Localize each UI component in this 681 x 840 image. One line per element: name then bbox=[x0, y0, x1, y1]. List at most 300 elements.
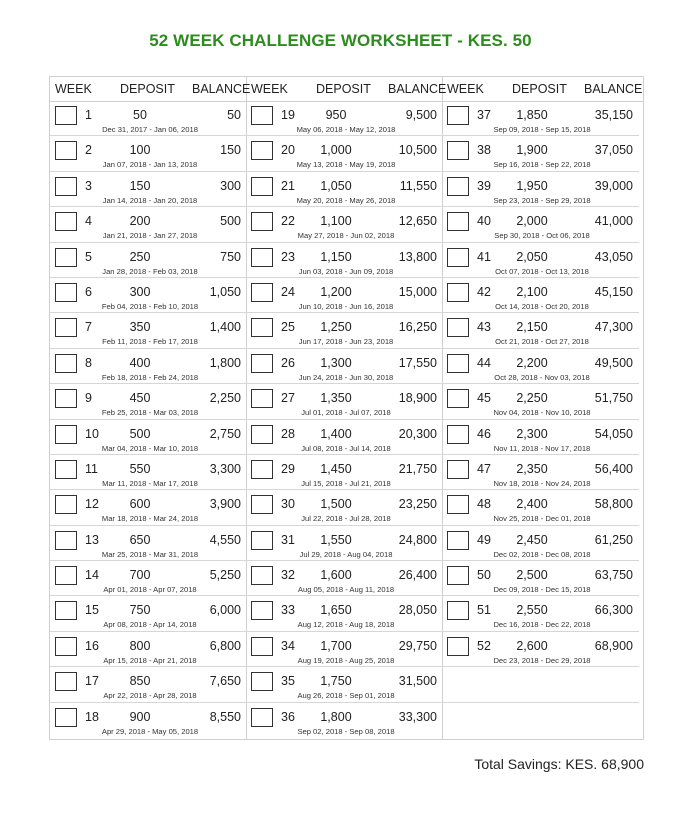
deposit-amount: 2,200 bbox=[516, 355, 548, 370]
balance-amount: 47,300 bbox=[594, 320, 633, 335]
deposit-amount: 1,050 bbox=[320, 178, 352, 193]
week-date-range: Sep 16, 2018 - Sep 22, 2018 bbox=[493, 160, 591, 170]
week-checkbox[interactable] bbox=[251, 601, 273, 620]
week-date-range: Sep 30, 2018 - Oct 06, 2018 bbox=[494, 231, 590, 241]
deposit-amount: 1,600 bbox=[320, 568, 352, 583]
deposit-amount: 1,700 bbox=[320, 638, 352, 653]
week-checkbox[interactable] bbox=[55, 495, 77, 514]
week-checkbox[interactable] bbox=[55, 672, 77, 691]
week-date-range: May 06, 2018 - May 12, 2018 bbox=[296, 125, 396, 134]
balance-amount: 500 bbox=[220, 214, 241, 229]
balance-amount: 54,050 bbox=[594, 426, 633, 441]
balance-amount: 56,400 bbox=[594, 461, 633, 476]
balance-amount: 1,050 bbox=[209, 284, 241, 299]
week-cell bbox=[246, 420, 443, 455]
week-cell bbox=[50, 526, 247, 561]
week-cell bbox=[50, 207, 247, 242]
week-date-range: Jul 08, 2018 - Jul 14, 2018 bbox=[301, 443, 391, 453]
deposit-amount: 950 bbox=[325, 108, 347, 122]
week-number: 33 bbox=[281, 603, 295, 618]
week-checkbox[interactable] bbox=[447, 531, 469, 550]
balance-amount: 4,550 bbox=[209, 532, 241, 547]
balance-amount: 63,750 bbox=[594, 568, 633, 583]
week-number: 48 bbox=[477, 497, 491, 512]
balance-amount: 2,750 bbox=[209, 426, 241, 441]
week-number: 35 bbox=[281, 674, 295, 689]
week-cell bbox=[50, 243, 247, 278]
week-cell bbox=[246, 384, 443, 419]
week-number: 44 bbox=[477, 355, 491, 370]
week-checkbox[interactable] bbox=[447, 566, 469, 585]
week-number: 51 bbox=[477, 603, 491, 618]
week-number: 6 bbox=[85, 284, 92, 299]
week-number: 15 bbox=[85, 603, 99, 618]
deposit-amount: 850 bbox=[129, 674, 151, 689]
week-checkbox[interactable] bbox=[55, 460, 77, 479]
balance-amount: 24,800 bbox=[398, 532, 437, 547]
balance-amount: 68,900 bbox=[594, 638, 633, 653]
week-date-range: Jul 22, 2018 - Jul 28, 2018 bbox=[301, 514, 391, 524]
week-cell bbox=[246, 596, 443, 631]
week-number: 3 bbox=[85, 178, 92, 193]
balance-amount: 15,000 bbox=[398, 284, 437, 299]
week-number: 39 bbox=[477, 178, 491, 193]
week-date-range: Sep 02, 2018 - Sep 08, 2018 bbox=[297, 726, 395, 736]
balance-amount: 28,050 bbox=[398, 603, 437, 618]
balance-amount: 17,550 bbox=[398, 355, 437, 370]
deposit-header: DEPOSIT bbox=[120, 82, 175, 96]
week-number: 10 bbox=[85, 426, 99, 441]
week-cell bbox=[246, 526, 443, 561]
page-title: 52 WEEK CHALLENGE WORKSHEET - KES. 50 bbox=[149, 31, 532, 50]
week-checkbox[interactable] bbox=[251, 531, 273, 550]
week-checkbox[interactable] bbox=[251, 283, 273, 302]
deposit-amount: 1,550 bbox=[320, 532, 352, 547]
balance-amount: 1,400 bbox=[209, 320, 241, 335]
week-cell bbox=[50, 349, 247, 384]
week-checkbox[interactable] bbox=[251, 495, 273, 514]
week-number: 14 bbox=[85, 568, 99, 583]
week-date-range: Apr 01, 2018 - Apr 07, 2018 bbox=[103, 585, 197, 595]
balance-amount: 29,750 bbox=[398, 638, 437, 653]
week-number: 30 bbox=[281, 497, 295, 512]
week-date-range: Apr 22, 2018 - Apr 28, 2018 bbox=[103, 691, 197, 701]
week-date-range: Sep 23, 2018 - Sep 29, 2018 bbox=[493, 195, 591, 205]
week-cell bbox=[442, 313, 639, 348]
balance-amount: 43,050 bbox=[594, 249, 633, 264]
week-cell bbox=[50, 313, 247, 348]
week-number: 26 bbox=[281, 355, 295, 370]
week-checkbox[interactable] bbox=[447, 212, 469, 231]
week-date-range: Feb 18, 2018 - Feb 24, 2018 bbox=[101, 372, 199, 382]
week-number: 13 bbox=[85, 532, 99, 547]
week-cell bbox=[246, 561, 443, 596]
week-checkbox[interactable] bbox=[251, 106, 273, 125]
deposit-amount: 550 bbox=[129, 461, 151, 476]
deposit-amount: 1,850 bbox=[516, 108, 548, 122]
week-checkbox[interactable] bbox=[251, 389, 273, 408]
week-cell bbox=[442, 490, 639, 525]
week-date-range: Apr 15, 2018 - Apr 21, 2018 bbox=[103, 655, 197, 665]
balance-amount: 300 bbox=[220, 178, 241, 193]
balance-amount: 9,500 bbox=[405, 108, 437, 122]
week-checkbox[interactable] bbox=[55, 601, 77, 620]
deposit-amount: 350 bbox=[129, 320, 151, 335]
deposit-amount: 450 bbox=[129, 391, 151, 406]
week-cell bbox=[442, 596, 639, 631]
week-checkbox[interactable] bbox=[447, 354, 469, 373]
week-number: 7 bbox=[85, 320, 92, 335]
week-number: 47 bbox=[477, 461, 491, 476]
week-cell bbox=[50, 101, 247, 136]
week-date-range: Mar 18, 2018 - Mar 24, 2018 bbox=[101, 514, 199, 524]
deposit-amount: 2,100 bbox=[516, 284, 548, 299]
balance-amount: 37,050 bbox=[594, 143, 633, 158]
deposit-amount: 1,900 bbox=[516, 143, 548, 158]
deposit-amount: 600 bbox=[129, 497, 151, 512]
deposit-amount: 2,000 bbox=[516, 214, 548, 229]
week-number: 45 bbox=[477, 391, 491, 406]
deposit-amount: 150 bbox=[129, 178, 151, 193]
week-number: 29 bbox=[281, 461, 295, 476]
week-cell bbox=[442, 526, 639, 561]
deposit-amount: 750 bbox=[129, 603, 151, 618]
week-checkbox[interactable] bbox=[251, 354, 273, 373]
week-checkbox[interactable] bbox=[251, 708, 273, 727]
deposit-amount: 800 bbox=[129, 638, 151, 653]
week-number: 25 bbox=[281, 320, 295, 335]
week-number: 46 bbox=[477, 426, 491, 441]
week-number: 36 bbox=[281, 709, 295, 724]
deposit-amount: 400 bbox=[129, 355, 151, 370]
balance-amount: 16,250 bbox=[398, 320, 437, 335]
week-number: 1 bbox=[85, 108, 92, 122]
deposit-amount: 300 bbox=[129, 284, 151, 299]
balance-amount: 35,150 bbox=[594, 108, 633, 122]
week-date-range: Feb 11, 2018 - Feb 17, 2018 bbox=[102, 337, 198, 347]
deposit-amount: 2,550 bbox=[516, 603, 548, 618]
balance-amount: 66,300 bbox=[594, 603, 633, 618]
week-checkbox[interactable] bbox=[55, 389, 77, 408]
week-date-range: Jan 07, 2018 - Jan 13, 2018 bbox=[102, 160, 198, 170]
week-number: 37 bbox=[477, 108, 491, 122]
balance-amount: 41,000 bbox=[594, 214, 633, 229]
week-date-range: Feb 04, 2018 - Feb 10, 2018 bbox=[101, 301, 199, 311]
week-date-range: Sep 09, 2018 - Sep 15, 2018 bbox=[493, 125, 591, 134]
balance-amount: 58,800 bbox=[594, 497, 633, 512]
week-date-range: Dec 31, 2017 - Jan 06, 2018 bbox=[102, 125, 198, 134]
week-checkbox[interactable] bbox=[447, 601, 469, 620]
week-checkbox[interactable] bbox=[55, 531, 77, 550]
deposit-amount: 1,250 bbox=[320, 320, 352, 335]
deposit-amount: 2,350 bbox=[516, 461, 548, 476]
week-number: 41 bbox=[477, 249, 491, 264]
balance-amount: 6,800 bbox=[209, 638, 241, 653]
week-checkbox[interactable] bbox=[447, 318, 469, 337]
week-number: 20 bbox=[281, 143, 295, 158]
deposit-amount: 1,650 bbox=[320, 603, 352, 618]
week-cell bbox=[442, 455, 639, 490]
week-checkbox[interactable] bbox=[55, 566, 77, 585]
week-number: 12 bbox=[85, 497, 99, 512]
week-number: 17 bbox=[85, 674, 99, 689]
week-checkbox[interactable] bbox=[251, 425, 273, 444]
deposit-amount: 1,350 bbox=[320, 391, 352, 406]
week-number: 9 bbox=[85, 391, 92, 406]
week-number: 4 bbox=[85, 214, 92, 229]
week-date-range: Dec 02, 2018 - Dec 08, 2018 bbox=[493, 549, 591, 559]
week-date-range: Dec 23, 2018 - Dec 29, 2018 bbox=[493, 655, 591, 665]
deposit-amount: 1,150 bbox=[320, 249, 352, 264]
deposit-header: DEPOSIT bbox=[512, 82, 567, 96]
deposit-amount: 200 bbox=[129, 214, 151, 229]
week-number: 5 bbox=[85, 249, 92, 264]
week-checkbox[interactable] bbox=[55, 283, 77, 302]
week-cell bbox=[50, 136, 247, 171]
balance-amount: 6,000 bbox=[209, 603, 241, 618]
week-cell bbox=[50, 490, 247, 525]
total-savings: Total Savings: KES. 68,900 bbox=[474, 756, 644, 772]
week-date-range: Aug 05, 2018 - Aug 11, 2018 bbox=[297, 585, 395, 595]
week-number: 32 bbox=[281, 568, 295, 583]
week-cell bbox=[50, 632, 247, 667]
balance-amount: 18,900 bbox=[398, 391, 437, 406]
worksheet-table bbox=[49, 76, 644, 740]
column-header bbox=[246, 77, 447, 101]
week-checkbox[interactable] bbox=[251, 248, 273, 267]
week-date-range: Jan 28, 2018 - Feb 03, 2018 bbox=[102, 266, 198, 276]
week-date-range: Nov 11, 2018 - Nov 17, 2018 bbox=[493, 443, 591, 453]
balance-header: BALANCE bbox=[192, 82, 251, 96]
balance-amount: 13,800 bbox=[398, 249, 437, 264]
balance-amount: 3,900 bbox=[209, 497, 241, 512]
empty-cell bbox=[442, 667, 639, 702]
deposit-amount: 900 bbox=[129, 709, 151, 724]
week-checkbox[interactable] bbox=[447, 248, 469, 267]
balance-amount: 7,650 bbox=[209, 674, 241, 689]
week-date-range: Jun 10, 2018 - Jun 16, 2018 bbox=[298, 301, 394, 311]
week-number: 23 bbox=[281, 249, 295, 264]
deposit-amount: 1,950 bbox=[516, 178, 548, 193]
deposit-amount: 1,200 bbox=[320, 284, 352, 299]
week-cell bbox=[442, 384, 639, 419]
week-number: 49 bbox=[477, 532, 491, 547]
week-checkbox[interactable] bbox=[55, 106, 77, 125]
week-header: WEEK bbox=[55, 82, 92, 96]
week-checkbox[interactable] bbox=[447, 177, 469, 196]
week-cell bbox=[442, 243, 639, 278]
week-date-range: Mar 25, 2018 - Mar 31, 2018 bbox=[101, 549, 199, 559]
balance-amount: 33,300 bbox=[398, 709, 437, 724]
week-cell bbox=[246, 207, 443, 242]
week-header: WEEK bbox=[251, 82, 288, 96]
week-column-1 bbox=[50, 77, 251, 738]
week-number: 52 bbox=[477, 638, 491, 653]
week-cell bbox=[50, 278, 247, 313]
deposit-amount: 50 bbox=[133, 108, 147, 122]
week-checkbox[interactable] bbox=[447, 283, 469, 302]
empty-cell bbox=[442, 703, 639, 738]
week-date-range: May 27, 2018 - Jun 02, 2018 bbox=[297, 231, 395, 241]
balance-amount: 5,250 bbox=[209, 568, 241, 583]
week-cell bbox=[246, 490, 443, 525]
week-date-range: Jul 01, 2018 - Jul 07, 2018 bbox=[301, 408, 391, 418]
week-number: 22 bbox=[281, 214, 295, 229]
deposit-amount: 650 bbox=[129, 532, 151, 547]
week-date-range: May 20, 2018 - May 26, 2018 bbox=[296, 195, 396, 205]
week-cell bbox=[50, 455, 247, 490]
deposit-amount: 2,250 bbox=[516, 391, 548, 406]
week-date-range: Dec 16, 2018 - Dec 22, 2018 bbox=[493, 620, 591, 630]
week-checkbox[interactable] bbox=[447, 141, 469, 160]
week-checkbox[interactable] bbox=[447, 637, 469, 656]
week-cell bbox=[50, 703, 247, 738]
week-checkbox[interactable] bbox=[251, 460, 273, 479]
week-checkbox[interactable] bbox=[251, 141, 273, 160]
week-cell bbox=[442, 278, 639, 313]
deposit-amount: 1,450 bbox=[320, 461, 352, 476]
deposit-amount: 1,400 bbox=[320, 426, 352, 441]
week-checkbox[interactable] bbox=[55, 177, 77, 196]
week-number: 31 bbox=[281, 532, 295, 547]
column-header bbox=[442, 77, 643, 101]
week-date-range: Oct 07, 2018 - Oct 13, 2018 bbox=[495, 266, 589, 276]
week-date-range: Jul 29, 2018 - Aug 04, 2018 bbox=[299, 549, 393, 559]
week-checkbox[interactable] bbox=[251, 637, 273, 656]
week-checkbox[interactable] bbox=[55, 425, 77, 444]
week-checkbox[interactable] bbox=[55, 354, 77, 373]
balance-amount: 45,150 bbox=[594, 284, 633, 299]
week-cell bbox=[246, 101, 443, 136]
week-cell bbox=[50, 420, 247, 455]
week-number: 11 bbox=[85, 461, 98, 476]
week-checkbox[interactable] bbox=[55, 212, 77, 231]
week-checkbox[interactable] bbox=[447, 495, 469, 514]
balance-amount: 12,650 bbox=[398, 214, 437, 229]
week-date-range: Feb 25, 2018 - Mar 03, 2018 bbox=[101, 408, 199, 418]
week-date-range: Apr 29, 2018 - May 05, 2018 bbox=[101, 726, 199, 736]
week-checkbox[interactable] bbox=[55, 708, 77, 727]
week-cell bbox=[246, 278, 443, 313]
week-date-range: Mar 04, 2018 - Mar 10, 2018 bbox=[101, 443, 199, 453]
week-checkbox[interactable] bbox=[251, 318, 273, 337]
week-column-3 bbox=[442, 77, 643, 738]
week-date-range: Apr 08, 2018 - Apr 14, 2018 bbox=[103, 620, 197, 630]
week-cell bbox=[442, 172, 639, 207]
week-number: 40 bbox=[477, 214, 491, 229]
balance-header: BALANCE bbox=[584, 82, 643, 96]
week-cell bbox=[50, 172, 247, 207]
week-date-range: Oct 14, 2018 - Oct 20, 2018 bbox=[495, 301, 589, 311]
week-checkbox[interactable] bbox=[251, 566, 273, 585]
week-date-range: Aug 26, 2018 - Sep 01, 2018 bbox=[297, 691, 395, 701]
week-date-range: May 13, 2018 - May 19, 2018 bbox=[296, 160, 396, 170]
week-checkbox[interactable] bbox=[447, 460, 469, 479]
week-number: 2 bbox=[85, 143, 92, 158]
week-checkbox[interactable] bbox=[55, 141, 77, 160]
week-checkbox[interactable] bbox=[251, 672, 273, 691]
week-number: 18 bbox=[85, 709, 99, 724]
week-checkbox[interactable] bbox=[447, 106, 469, 125]
deposit-amount: 1,100 bbox=[320, 214, 352, 229]
week-number: 24 bbox=[281, 284, 295, 299]
column-header bbox=[50, 77, 251, 101]
balance-amount: 11,550 bbox=[399, 178, 437, 193]
week-date-range: Aug 12, 2018 - Aug 18, 2018 bbox=[297, 620, 395, 630]
week-header: WEEK bbox=[447, 82, 484, 96]
week-date-range: Oct 28, 2018 - Nov 03, 2018 bbox=[494, 372, 590, 382]
week-number: 8 bbox=[85, 355, 92, 370]
balance-amount: 3,300 bbox=[209, 461, 241, 476]
balance-amount: 21,750 bbox=[398, 461, 437, 476]
week-number: 19 bbox=[281, 108, 295, 122]
week-checkbox[interactable] bbox=[55, 318, 77, 337]
week-date-range: Mar 11, 2018 - Mar 17, 2018 bbox=[102, 478, 198, 488]
deposit-amount: 1,300 bbox=[320, 355, 352, 370]
week-cell bbox=[442, 632, 639, 667]
balance-amount: 10,500 bbox=[398, 143, 437, 158]
week-checkbox[interactable] bbox=[55, 637, 77, 656]
week-cell bbox=[442, 101, 639, 136]
week-cell bbox=[246, 667, 443, 702]
week-checkbox[interactable] bbox=[251, 212, 273, 231]
week-number: 21 bbox=[281, 178, 295, 193]
week-cell bbox=[246, 172, 443, 207]
week-number: 28 bbox=[281, 426, 295, 441]
week-checkbox[interactable] bbox=[251, 177, 273, 196]
week-cell bbox=[246, 243, 443, 278]
balance-amount: 31,500 bbox=[398, 674, 437, 689]
deposit-amount: 100 bbox=[129, 143, 151, 158]
week-cell bbox=[50, 596, 247, 631]
week-number: 38 bbox=[477, 143, 491, 158]
week-date-range: Jun 17, 2018 - Jun 23, 2018 bbox=[298, 337, 394, 347]
balance-amount: 61,250 bbox=[594, 532, 633, 547]
deposit-amount: 2,300 bbox=[516, 426, 548, 441]
deposit-amount: 500 bbox=[129, 426, 151, 441]
deposit-amount: 700 bbox=[129, 568, 151, 583]
deposit-amount: 2,500 bbox=[516, 568, 548, 583]
week-date-range: Jun 03, 2018 - Jun 09, 2018 bbox=[298, 266, 394, 276]
week-date-range: Jan 21, 2018 - Jan 27, 2018 bbox=[102, 231, 198, 241]
week-date-range: Jan 14, 2018 - Jan 20, 2018 bbox=[102, 195, 198, 205]
week-checkbox[interactable] bbox=[447, 425, 469, 444]
week-checkbox[interactable] bbox=[55, 248, 77, 267]
balance-amount: 750 bbox=[220, 249, 241, 264]
week-cell bbox=[50, 667, 247, 702]
deposit-amount: 2,050 bbox=[516, 249, 548, 264]
week-cell bbox=[246, 632, 443, 667]
deposit-amount: 1,500 bbox=[320, 497, 352, 512]
balance-amount: 8,550 bbox=[209, 709, 241, 724]
balance-amount: 20,300 bbox=[398, 426, 437, 441]
week-number: 50 bbox=[477, 568, 491, 583]
deposit-amount: 250 bbox=[129, 249, 151, 264]
week-cell bbox=[246, 703, 443, 738]
week-date-range: Nov 25, 2018 - Dec 01, 2018 bbox=[493, 514, 591, 524]
balance-amount: 50 bbox=[227, 108, 241, 122]
week-cell bbox=[442, 207, 639, 242]
week-number: 34 bbox=[281, 638, 295, 653]
week-number: 16 bbox=[85, 638, 99, 653]
week-date-range: Nov 18, 2018 - Nov 24, 2018 bbox=[493, 478, 591, 488]
balance-amount: 1,800 bbox=[209, 355, 241, 370]
week-checkbox[interactable] bbox=[447, 389, 469, 408]
week-cell bbox=[50, 384, 247, 419]
deposit-amount: 2,150 bbox=[516, 320, 548, 335]
balance-amount: 150 bbox=[220, 143, 241, 158]
week-date-range: Jul 15, 2018 - Jul 21, 2018 bbox=[301, 478, 391, 488]
